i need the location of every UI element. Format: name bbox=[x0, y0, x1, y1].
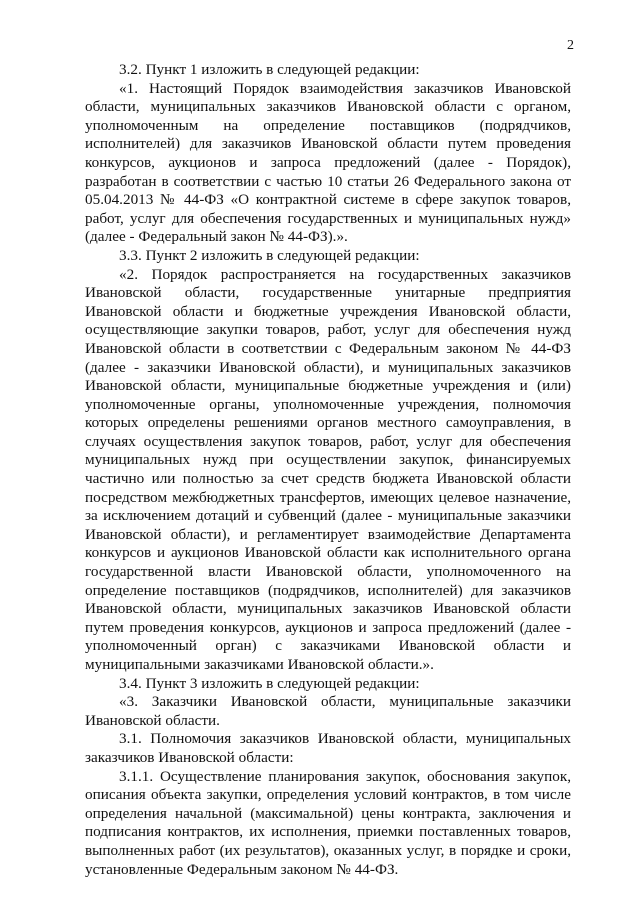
paragraph-3-4-heading: 3.4. Пункт 3 изложить в следующей редакции: bbox=[119, 674, 420, 692]
paragraph-point-2-text: «2. Порядок распространяется на государственных заказчиков Ивановской области, государственные унитарные предприятия Ивановской области и бюджетные учреждения Ивановской области, осуществляющие закупки товаров, работ, услуг для обеспечения нужд Ивановской области в соответствии с Федеральным законом № 44-ФЗ (далее - заказчики Ивановской области), и муниципальных заказчиков Ивановской области, муниципальные бюджетные учреждения и (или) уполномоченные органы, уполномоченные учреждения, полномочия которых определены решениями органов местного самоуправления, в случаях осуществления закупок товаров, работ, услуг для обеспечения муниципальных нужд при осуществлении закупок, финансируемых частично или полностью за счет средств бюджета Ивановской области посредством межбюджетных трансфертов, имеющих целевое назначение, за исключением дотаций и субвенций (далее - муниципальные заказчики Ивановской области), и регламентирует взаимодействие Департамента конкурсов и аукционов Ивановской области как исполнительного органа государственной власти Ивановской области, уполномоченного на определение поставщиков (подрядчиков, исполнителей) для заказчиков Ивановской области, муниципальных заказчиков Ивановской области путем проведения конкурсов, аукционов и запроса предложений (далее - уполномоченный орган) с заказчиками Ивановской области и муниципальными заказчиками Ивановской области.». bbox=[85, 265, 571, 673]
document-body bbox=[85, 61, 571, 879]
page-number: 2 bbox=[567, 38, 574, 53]
paragraph-3-2-heading: 3.2. Пункт 1 изложить в следующей редакции: bbox=[119, 61, 420, 78]
paragraph-point-1-text: «1. Настоящий Порядок взаимодействия заказчиков Ивановской области, муниципальных заказчиков Ивановской области с органом, уполномоченным на определение поставщиков (подрядчиков, исполнителей) для заказчиков Ивановской области путем проведения конкурсов, аукционов и запроса предложений (далее - Порядок), разработан в соответствии с частью 10 статьи 26 Федерального закона от 05.04.2013 № 44-ФЗ «О контрактной системе в сфере закупок товаров, работ, услуг для обеспечения государственных и муниципальных нужд» (далее - Федеральный закон № 44-ФЗ).». bbox=[85, 79, 571, 246]
paragraph-3-1-1-text: 3.1.1. Осуществление планирования закупок, обоснования закупок, описания объекта закупки, определения условий контрактов, в том числе определения начальной (максимальной) цены контракта, заключения и подписания контрактов, их исполнения, приемки поставленных товаров, выполненных работ (их результатов), оказанных услуг, в порядке и сроки, установленные Федеральным законом № 44-ФЗ. bbox=[85, 767, 571, 878]
paragraph-3-3-heading: 3.3. Пункт 2 изложить в следующей редакции: bbox=[119, 246, 420, 264]
paragraph-point-3-title: «3. Заказчики Ивановской области, муниципальные заказчики Ивановской области. bbox=[85, 693, 571, 729]
paragraph-3-1-powers: 3.1. Полномочия заказчиков Ивановской области, муниципальных заказчиков Ивановской области: bbox=[85, 730, 571, 766]
